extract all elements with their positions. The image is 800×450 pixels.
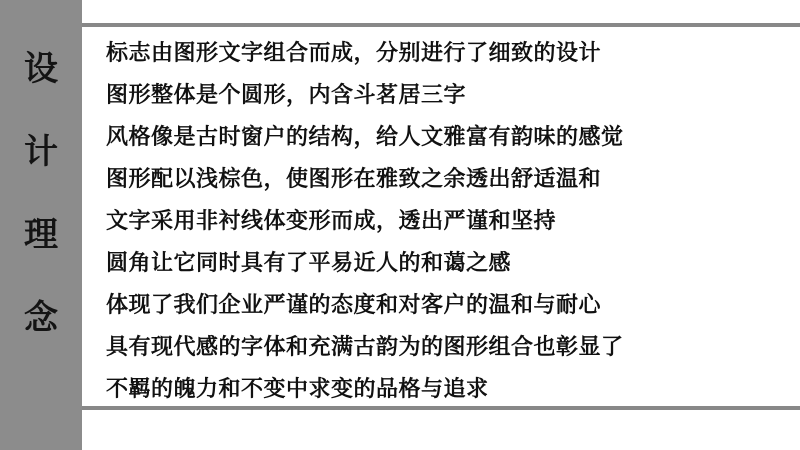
text-line: 图形配以浅棕色，使图形在雅致之余透出舒适温和 — [106, 166, 602, 192]
sidebar-title-char: 计 — [24, 132, 58, 172]
top-divider — [82, 23, 800, 27]
text-line: 文字采用非衬线体变形而成，透出严谨和坚持 — [106, 208, 557, 234]
text-line: 体现了我们企业严谨的态度和对客户的温和与耐心 — [106, 292, 602, 318]
bottom-divider — [82, 406, 800, 410]
sidebar-title-char: 念 — [24, 298, 58, 338]
text-line: 圆角让它同时具有了平易近人的和蔼之感 — [106, 250, 512, 276]
sidebar-title-char: 设 — [24, 49, 58, 89]
sidebar — [0, 0, 82, 450]
sidebar-title — [0, 49, 82, 384]
text-line: 不羁的魄力和不变中求变的品格与追求 — [106, 376, 489, 402]
sidebar-title-char: 理 — [24, 215, 58, 255]
text-line: 标志由图形文字组合而成，分别进行了细致的设计 — [106, 40, 602, 66]
text-line: 具有现代感的字体和充满古韵为的图形组合也彰显了 — [106, 334, 624, 360]
text-line: 风格像是古时窗户的结构，给人文雅富有韵味的感觉 — [106, 124, 624, 150]
content-text-block — [106, 32, 786, 410]
text-line: 图形整体是个圆形，内含斗茗居三字 — [106, 82, 467, 108]
